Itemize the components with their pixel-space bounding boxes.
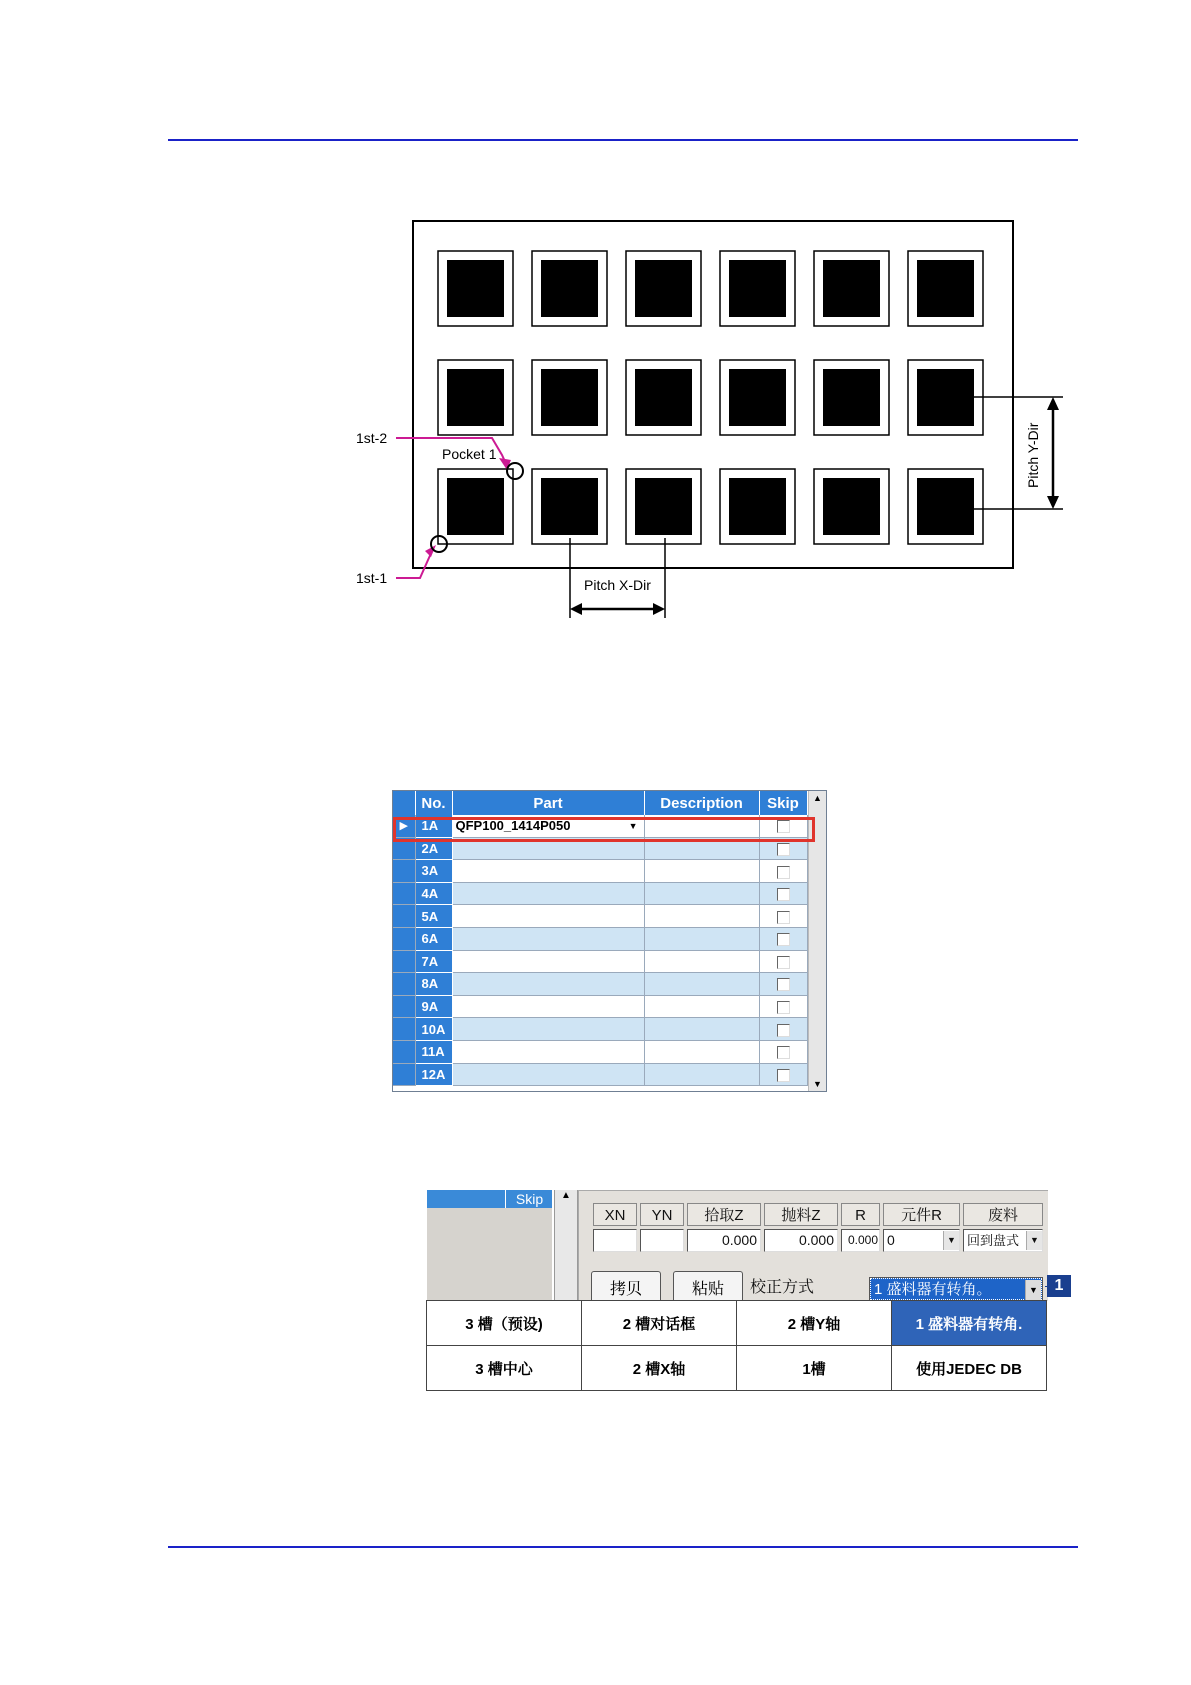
header-place-z: 抛料Z xyxy=(764,1203,838,1226)
part-cell[interactable] xyxy=(452,927,644,950)
skip-checkbox[interactable] xyxy=(777,956,790,969)
calibration-option[interactable]: 2 槽Y轴 xyxy=(736,1300,892,1346)
description-cell[interactable] xyxy=(644,973,759,996)
description-cell[interactable] xyxy=(644,1040,759,1063)
arrow-first-2 xyxy=(499,458,511,470)
skip-checkbox[interactable] xyxy=(777,911,790,924)
pocket-component xyxy=(447,260,504,317)
part-cell[interactable] xyxy=(452,882,644,905)
skip-checkbox[interactable] xyxy=(777,843,790,856)
part-cell[interactable] xyxy=(452,905,644,928)
column-header-part[interactable]: Part xyxy=(452,791,644,815)
pocket-component xyxy=(635,478,692,535)
description-cell[interactable] xyxy=(644,950,759,973)
skip-cell xyxy=(759,882,807,905)
table-row[interactable] xyxy=(393,973,807,996)
tray-diagram xyxy=(0,0,1191,640)
row-indicator[interactable] xyxy=(393,882,415,905)
left-grid-fragment xyxy=(427,1190,552,1301)
skip-cell xyxy=(759,1018,807,1041)
scroll-up-icon[interactable]: ▲ xyxy=(813,793,822,803)
chevron-down-icon[interactable]: ▼ xyxy=(1026,1231,1042,1250)
calibration-option[interactable]: 1 盛料器有转角. xyxy=(891,1300,1047,1346)
pocket-component xyxy=(635,369,692,426)
pocket-component xyxy=(447,478,504,535)
skip-checkbox[interactable] xyxy=(777,1069,790,1082)
calibration-value: 1 盛料器有转角。 xyxy=(874,1281,992,1298)
column-header-skip[interactable]: Skip xyxy=(759,791,807,815)
chevron-down-icon[interactable]: ▼ xyxy=(628,820,638,831)
chevron-down-icon[interactable]: ▼ xyxy=(943,1231,959,1250)
copy-button[interactable]: 拷贝 xyxy=(591,1271,661,1303)
description-cell[interactable] xyxy=(644,995,759,1018)
description-cell[interactable] xyxy=(644,860,759,883)
row-indicator[interactable] xyxy=(393,905,415,928)
skip-cell xyxy=(759,1063,807,1086)
column-header-description[interactable]: Description xyxy=(644,791,759,815)
row-number: 8A xyxy=(415,973,452,996)
column-header-no[interactable]: No. xyxy=(415,791,452,815)
callout-badge: 1 xyxy=(1047,1275,1071,1297)
pocket-component xyxy=(823,478,880,535)
pocket-component xyxy=(541,478,598,535)
label-pocket1: Pocket 1 xyxy=(442,446,497,462)
row-number: 2A xyxy=(415,837,452,860)
label-first-1: 1st-1 xyxy=(356,570,388,586)
skip-cell xyxy=(759,995,807,1018)
pick-z-input[interactable]: 0.000 xyxy=(687,1229,761,1252)
row-indicator[interactable] xyxy=(393,860,415,883)
calibration-option[interactable]: 2 槽对话框 xyxy=(581,1300,737,1346)
part-cell[interactable] xyxy=(452,973,644,996)
skip-cell xyxy=(759,950,807,973)
header-pick-z: 拾取Z xyxy=(687,1203,761,1226)
skip-cell xyxy=(759,905,807,928)
row-indicator[interactable] xyxy=(393,1040,415,1063)
table-row[interactable] xyxy=(393,950,807,973)
yn-input[interactable] xyxy=(640,1229,684,1252)
xn-input[interactable] xyxy=(593,1229,637,1252)
table-row[interactable] xyxy=(393,882,807,905)
skip-checkbox[interactable] xyxy=(777,1001,790,1014)
skip-checkbox[interactable] xyxy=(777,888,790,901)
label-first-2: 1st-2 xyxy=(356,430,388,446)
pocket-component xyxy=(729,369,786,426)
row-number: 6A xyxy=(415,927,452,950)
row-number: 12A xyxy=(415,1063,452,1086)
row-indicator-header xyxy=(393,791,415,815)
pocket-settings xyxy=(578,1190,1048,1301)
row-indicator[interactable] xyxy=(393,950,415,973)
header-r: R xyxy=(841,1203,880,1226)
row-number: 4A xyxy=(415,882,452,905)
row-indicator[interactable] xyxy=(393,995,415,1018)
calibration-select[interactable] xyxy=(870,1278,1042,1300)
pocket-component xyxy=(635,260,692,317)
pocket-component xyxy=(729,260,786,317)
part-cell[interactable] xyxy=(452,1063,644,1086)
skip-checkbox[interactable] xyxy=(777,978,790,991)
pocket-component xyxy=(823,260,880,317)
calibration-option[interactable]: 使用JEDEC DB xyxy=(891,1345,1047,1391)
row-number: 10A xyxy=(415,1018,452,1041)
row-number: 7A xyxy=(415,950,452,973)
skip-cell xyxy=(759,1040,807,1063)
skip-checkbox[interactable] xyxy=(777,1046,790,1059)
skip-checkbox[interactable] xyxy=(777,933,790,946)
row-number: 3A xyxy=(415,860,452,883)
chevron-down-icon[interactable]: ▼ xyxy=(1025,1280,1041,1300)
pocket-component xyxy=(823,369,880,426)
row-number: 11A xyxy=(415,1040,452,1063)
part-cell[interactable] xyxy=(452,950,644,973)
pocket-component xyxy=(541,260,598,317)
skip-cell xyxy=(759,973,807,996)
row-indicator[interactable] xyxy=(393,1018,415,1041)
row-indicator[interactable] xyxy=(393,1063,415,1086)
part-r-select[interactable] xyxy=(883,1229,960,1252)
skip-checkbox[interactable] xyxy=(777,1024,790,1037)
calibration-option[interactable]: 3 槽中心 xyxy=(426,1345,582,1391)
header-part-r: 元件R xyxy=(883,1203,960,1226)
calibration-options xyxy=(427,1301,1047,1391)
pocket-component xyxy=(917,478,974,535)
description-cell[interactable] xyxy=(644,882,759,905)
pocket-component xyxy=(917,260,974,317)
row-indicator[interactable] xyxy=(393,973,415,996)
part-value: QFP100_1414P050 xyxy=(455,818,571,834)
label-pitch-x: Pitch X-Dir xyxy=(584,577,651,593)
description-cell[interactable] xyxy=(644,1018,759,1041)
table-row[interactable] xyxy=(393,905,807,928)
pocket-component xyxy=(447,369,504,426)
current-row-icon[interactable]: ▶ xyxy=(393,815,415,837)
row-indicator[interactable] xyxy=(393,927,415,950)
description-cell[interactable] xyxy=(644,905,759,928)
header-yn: YN xyxy=(640,1203,684,1226)
label-pitch-y: Pitch Y-Dir xyxy=(1025,422,1041,488)
scrap-value: 回到盘式 xyxy=(967,1233,1020,1248)
calibration-option[interactable]: 3 槽（预设) xyxy=(426,1300,582,1346)
table-row[interactable] xyxy=(393,927,807,950)
pocket-component xyxy=(917,369,974,426)
skip-checkbox[interactable] xyxy=(777,866,790,879)
part-r-value: 0 xyxy=(887,1232,895,1248)
scroll-up-icon[interactable]: ▲ xyxy=(561,1190,571,1201)
pocket-component xyxy=(729,478,786,535)
calibration-option[interactable]: 2 槽X轴 xyxy=(581,1345,737,1391)
part-cell[interactable] xyxy=(452,995,644,1018)
scroll-down-icon[interactable]: ▼ xyxy=(813,1079,822,1089)
footer-rule xyxy=(168,1546,1078,1548)
panel-scrollbar[interactable] xyxy=(554,1190,578,1300)
table-row[interactable] xyxy=(393,1018,807,1041)
table-row[interactable] xyxy=(393,995,807,1018)
selected-row-highlight xyxy=(393,817,815,842)
row-number: 9A xyxy=(415,995,452,1018)
calibration-option[interactable]: 1槽 xyxy=(736,1345,892,1391)
row-number: 1A xyxy=(415,815,452,837)
part-cell[interactable] xyxy=(452,860,644,883)
header-scrap: 废料 xyxy=(963,1203,1043,1226)
description-cell[interactable] xyxy=(644,1063,759,1086)
pocket-component xyxy=(541,369,598,426)
part-cell[interactable] xyxy=(452,1018,644,1041)
table-row[interactable] xyxy=(393,1063,807,1086)
header-xn: XN xyxy=(593,1203,637,1226)
table-row[interactable] xyxy=(393,1040,807,1063)
table-row[interactable] xyxy=(393,860,807,883)
row-number: 5A xyxy=(415,905,452,928)
place-z-input[interactable]: 0.000 xyxy=(764,1229,838,1252)
skip-cell xyxy=(759,860,807,883)
calibration-label: 校正方式 xyxy=(750,1279,815,1296)
scrap-select[interactable] xyxy=(963,1229,1043,1252)
paste-button[interactable]: 粘贴 xyxy=(673,1271,743,1303)
part-cell[interactable] xyxy=(452,1040,644,1063)
skip-cell xyxy=(759,927,807,950)
description-cell[interactable] xyxy=(644,927,759,950)
skip-header: Skip xyxy=(505,1190,553,1208)
r-input[interactable]: 0.000 xyxy=(841,1229,880,1252)
